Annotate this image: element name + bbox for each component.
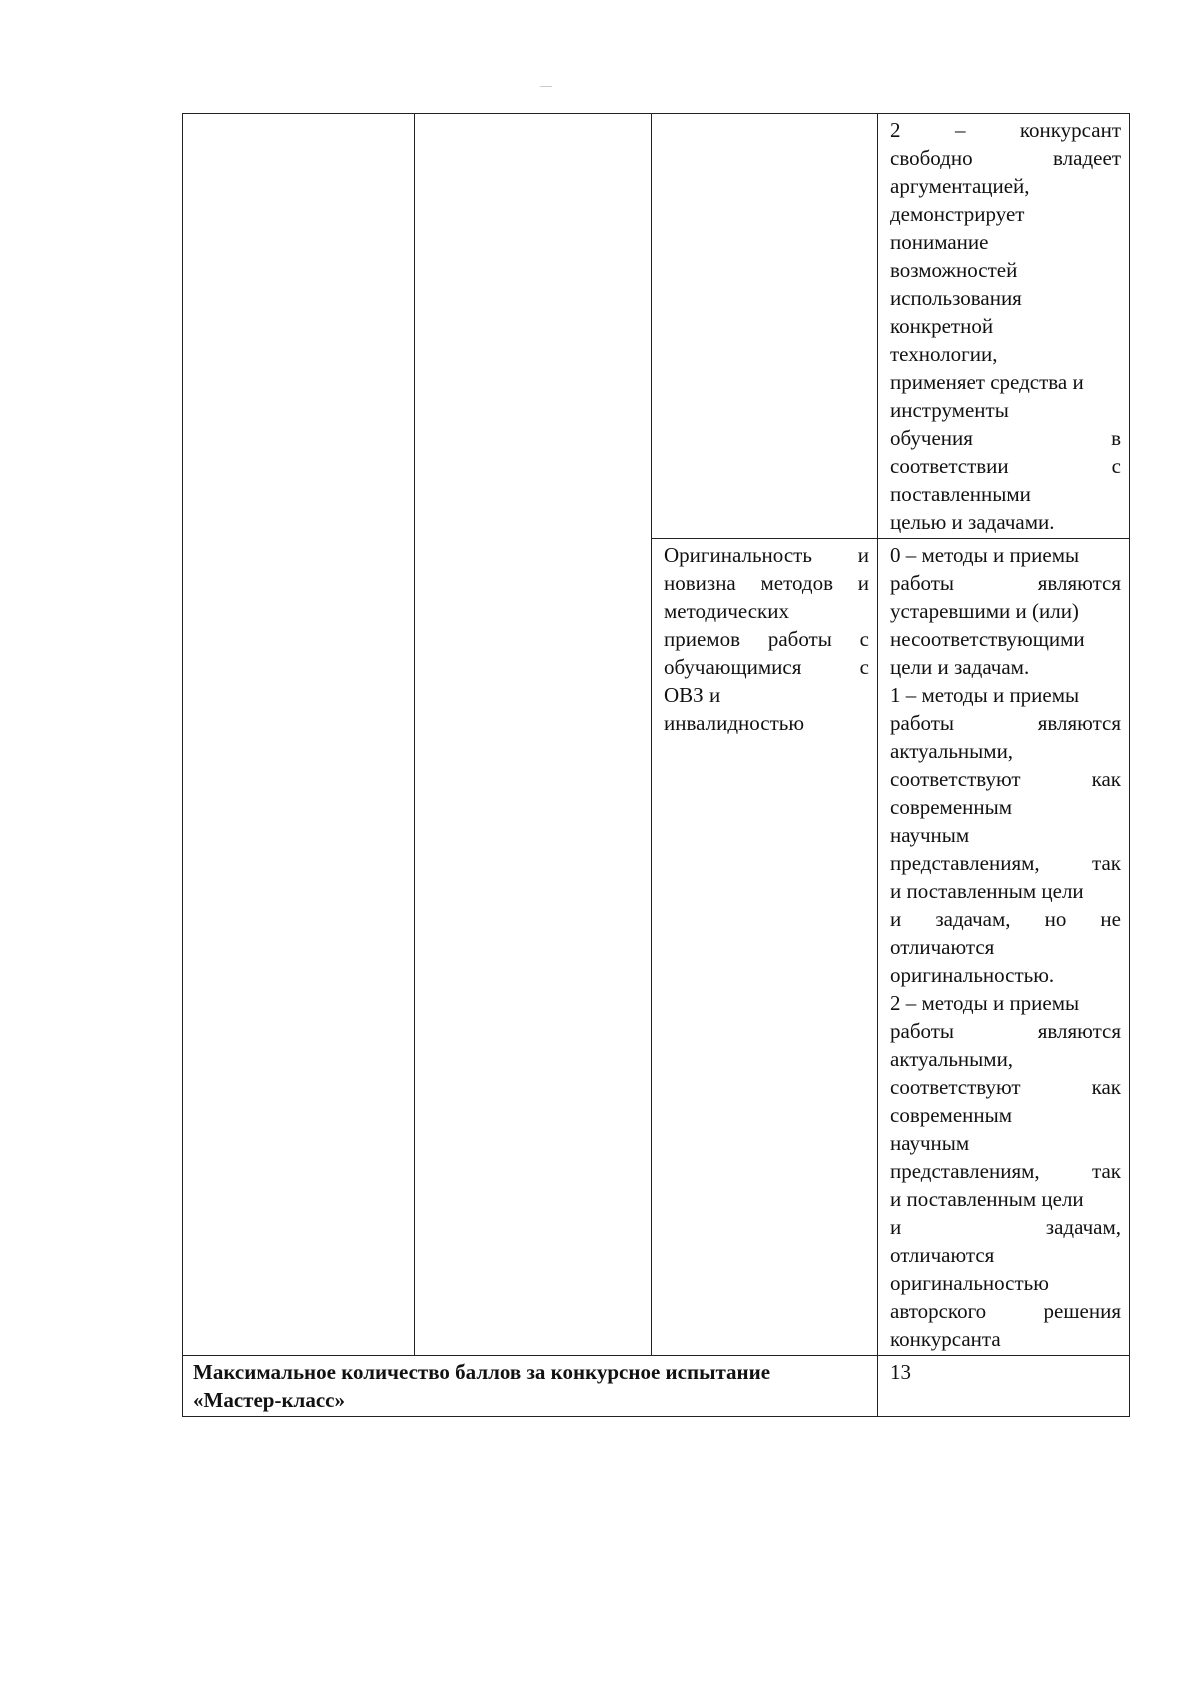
text-line: устаревшими и (или) <box>890 599 1079 623</box>
table-row-total <box>183 1356 1130 1417</box>
text-line: представлениям, так <box>890 851 1121 875</box>
text-line: авторского решения <box>890 1299 1121 1323</box>
text-line: научным <box>890 1131 970 1155</box>
text-line: конкретной <box>890 314 994 338</box>
text-line: соответствуют как <box>890 1075 1121 1099</box>
text-line: новизна методов и <box>664 571 869 595</box>
text-line: и задачам, но не <box>890 907 1121 931</box>
total-label-line1: Максимальное количество баллов за конкурсное испытание <box>193 1360 771 1384</box>
cell-total-value <box>878 1356 1130 1417</box>
text-line: обучающимися с <box>664 655 869 679</box>
text-line: 1 – методы и приемы <box>890 683 1080 707</box>
text-line: поставленными <box>890 482 1031 506</box>
text-line: использования <box>890 286 1022 310</box>
cell-criterion-originality <box>652 539 878 1356</box>
text-line: применяет средства и <box>890 370 1084 394</box>
cell-score-originality <box>878 539 1130 1356</box>
text-line: современным <box>890 795 1013 819</box>
text-line: 2 – конкурсант <box>890 118 1121 142</box>
text-line: демонстрирует <box>890 202 1025 226</box>
text-line: и поставленным цели <box>890 1187 1084 1211</box>
cell-col2-empty <box>415 114 652 1356</box>
cell-total-label <box>183 1356 878 1417</box>
text-line: методических <box>664 599 789 623</box>
text-line: научным <box>890 823 970 847</box>
text-line: работы являются <box>890 711 1121 735</box>
text-line: оригинальностью <box>890 1271 1049 1295</box>
text-line: аргументацией, <box>890 174 1030 198</box>
score-originality-text <box>890 541 1121 1353</box>
text-line: оригинальностью. <box>890 963 1055 987</box>
text-line: соответствии с <box>890 454 1121 478</box>
text-line: цели и задачам. <box>890 655 1030 679</box>
criteria-table <box>182 113 1130 1417</box>
text-line: отличаются <box>890 1243 995 1267</box>
text-line: возможностей <box>890 258 1018 282</box>
text-line: понимание <box>890 230 989 254</box>
criterion-originality-text <box>664 541 869 737</box>
text-line: представлениям, так <box>890 1159 1121 1183</box>
text-line: Оригинальность и <box>664 543 869 567</box>
cell-col3-empty <box>652 114 878 539</box>
scan-mark <box>540 86 552 87</box>
text-line: технологии, <box>890 342 998 366</box>
total-value: 13 <box>890 1360 911 1384</box>
text-line: работы являются <box>890 1019 1121 1043</box>
text-line: целью и задачами. <box>890 510 1055 534</box>
score-level-2-text <box>890 116 1121 536</box>
text-line: обучения в <box>890 426 1121 450</box>
total-label-line2: «Мастер-класс» <box>193 1388 345 1412</box>
text-line: актуальными, <box>890 739 1014 763</box>
text-line: соответствуют как <box>890 767 1121 791</box>
text-line: и задачам, <box>890 1215 1121 1239</box>
text-line: современным <box>890 1103 1013 1127</box>
cell-col1-empty <box>183 114 415 1356</box>
text-line: и поставленным цели <box>890 879 1084 903</box>
text-line: свободно владеет <box>890 146 1121 170</box>
table-row-continued <box>183 114 1130 539</box>
cell-score-level-2 <box>878 114 1130 539</box>
text-line: ОВЗ и <box>664 683 721 707</box>
text-line: приемов работы с <box>664 627 869 651</box>
text-line: инструменты <box>890 398 1009 422</box>
text-line: несоответствующими <box>890 627 1085 651</box>
text-line: 0 – методы и приемы <box>890 543 1080 567</box>
text-line: конкурсанта <box>890 1327 1001 1351</box>
text-line: инвалидностью <box>664 711 805 735</box>
text-line: отличаются <box>890 935 995 959</box>
text-line: актуальными, <box>890 1047 1014 1071</box>
text-line: работы являются <box>890 571 1121 595</box>
text-line: 2 – методы и приемы <box>890 991 1080 1015</box>
